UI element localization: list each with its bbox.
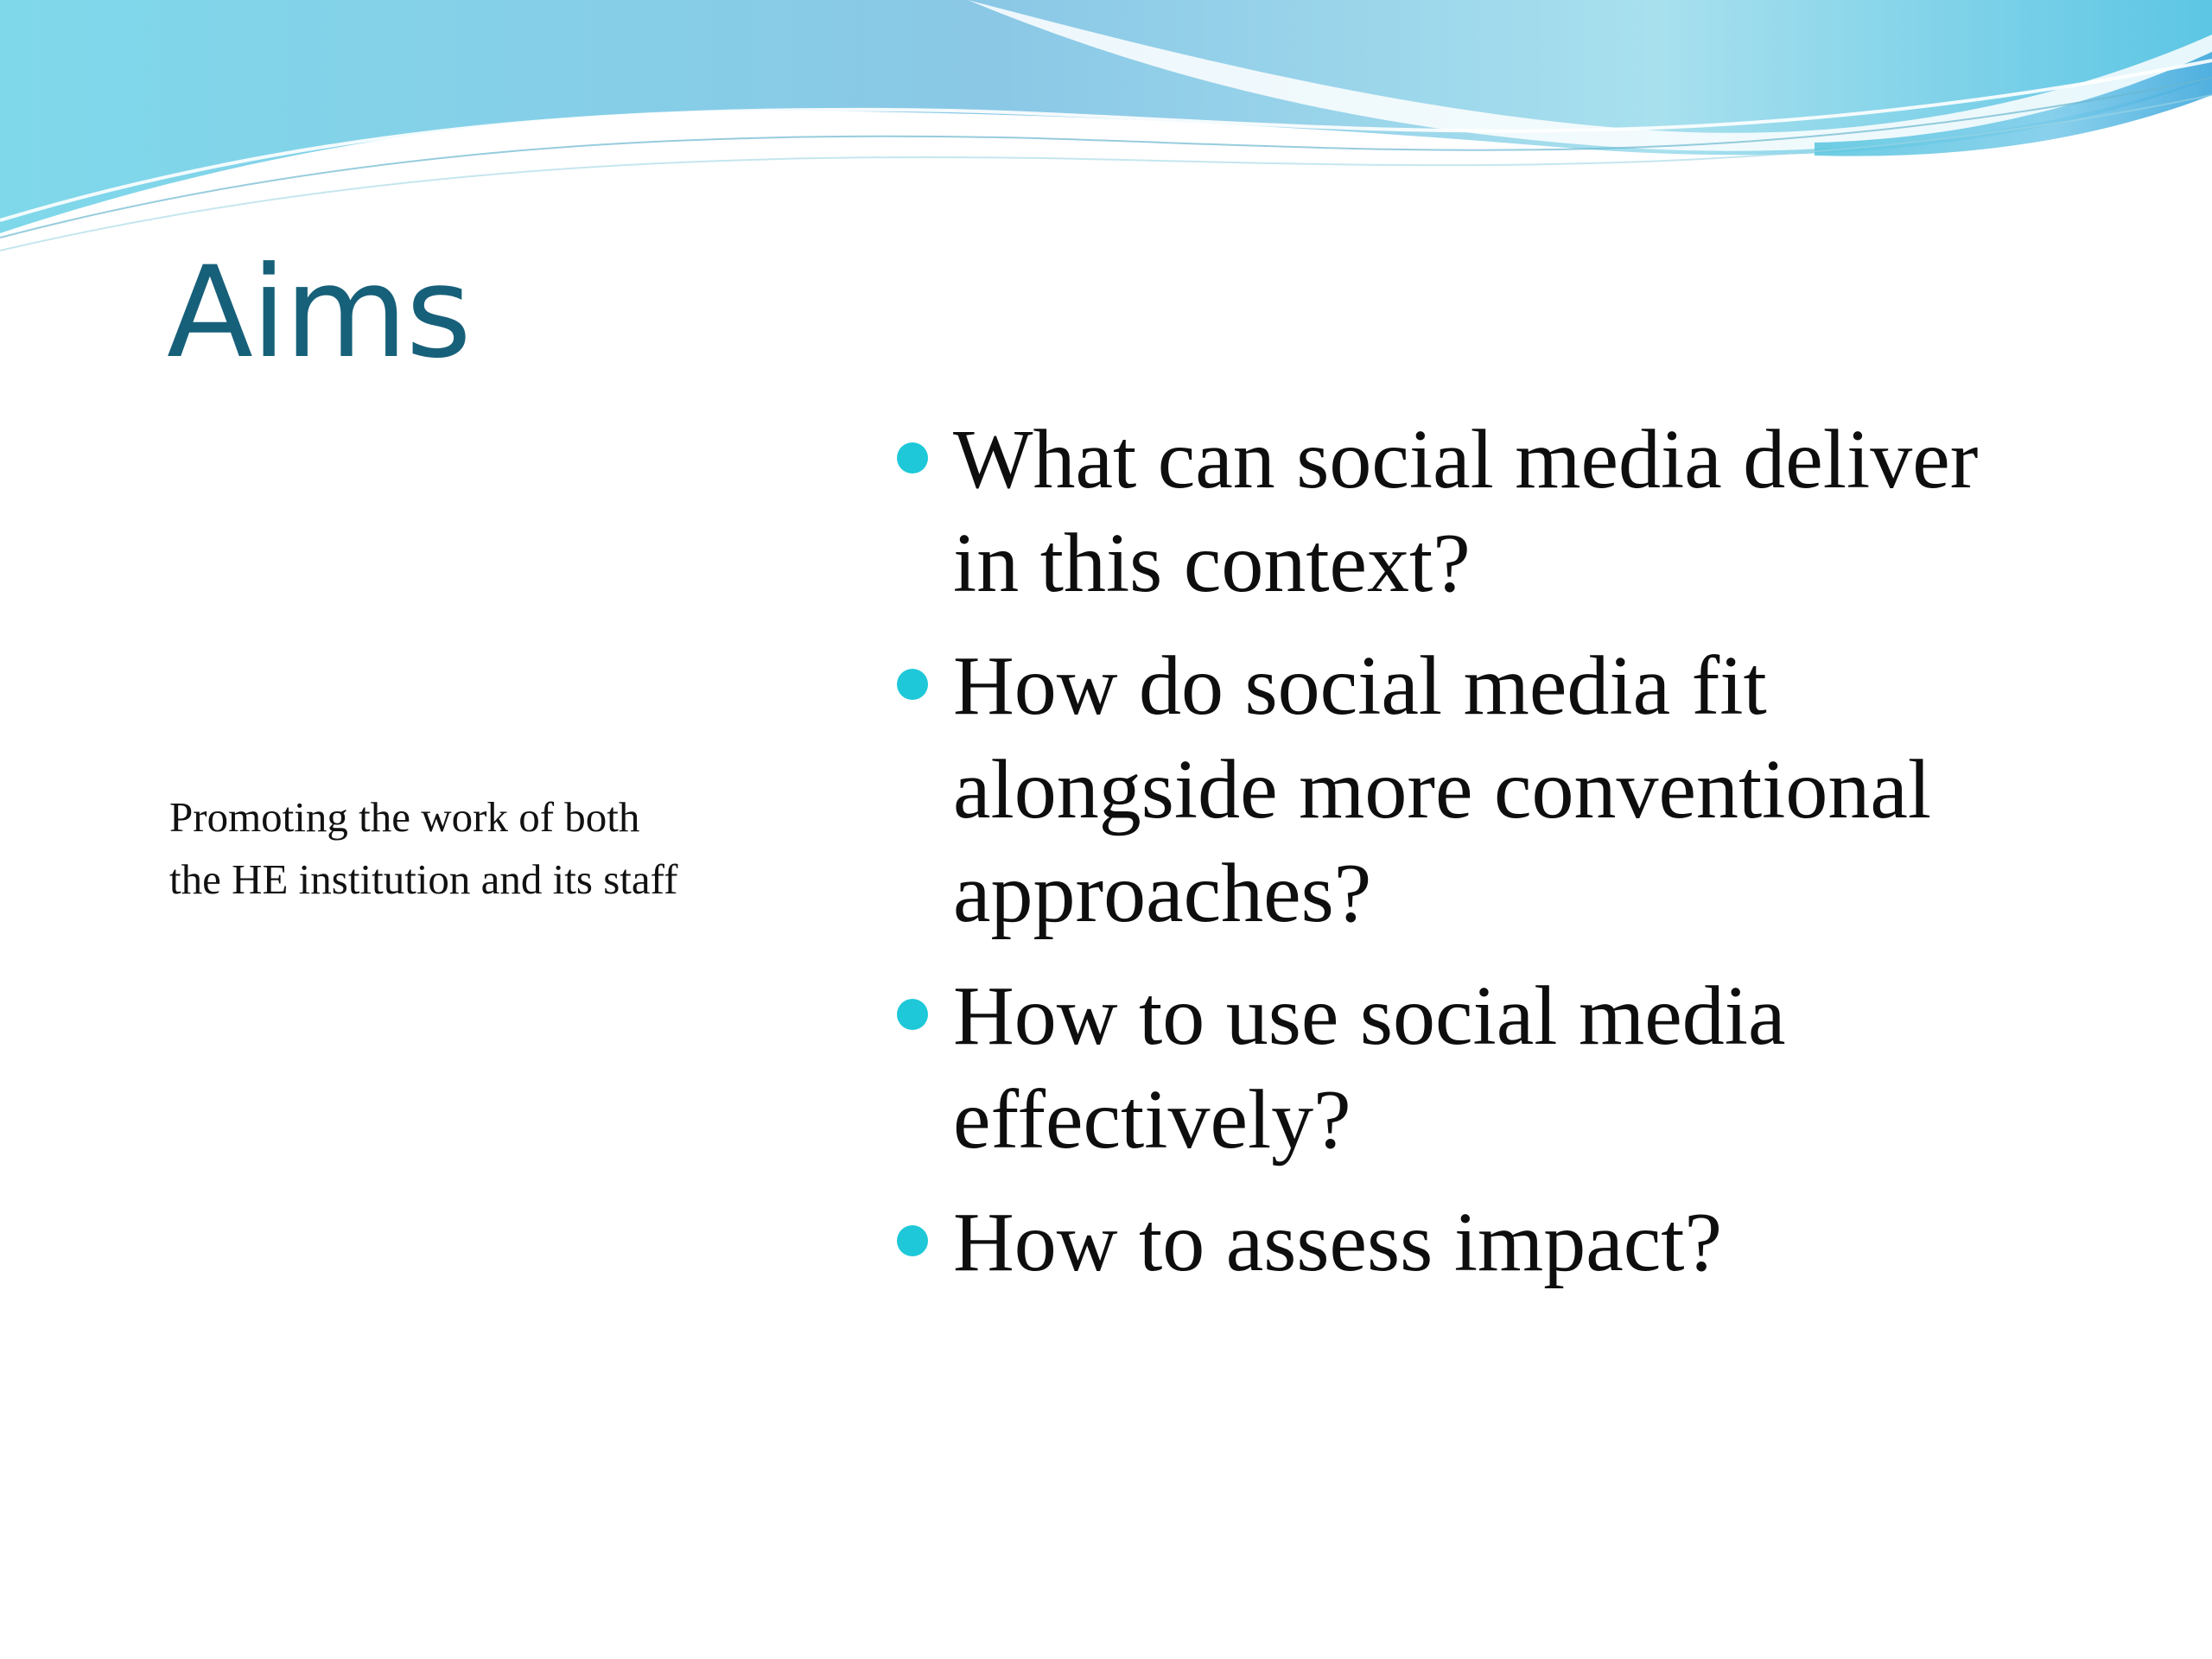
bullet-item bbox=[890, 634, 2169, 945]
bullet-line: What can social media deliver bbox=[953, 413, 1979, 506]
bullet-line: in this context? bbox=[953, 517, 1471, 610]
bullet-list bbox=[890, 408, 2169, 1313]
bullet-item bbox=[890, 1191, 2169, 1294]
bullet-item bbox=[890, 408, 2169, 615]
bullet-line: alongside more conventional bbox=[953, 743, 1932, 836]
caption-line: Promoting the work of both bbox=[169, 793, 640, 841]
bullet-line: approaches? bbox=[953, 847, 1372, 940]
bullet-line: effectively? bbox=[953, 1073, 1351, 1166]
slide-title: Aims bbox=[167, 239, 470, 386]
bullet-line: How to use social media bbox=[953, 969, 1786, 1063]
bullet-icon bbox=[897, 669, 928, 700]
bullet-line: How to assess impact? bbox=[953, 1196, 1722, 1289]
header-wave-decoration bbox=[0, 0, 2212, 259]
bullet-icon bbox=[897, 442, 928, 474]
bullet-icon bbox=[897, 999, 928, 1030]
bullet-line: How do social media fit bbox=[953, 639, 1767, 733]
bullet-item bbox=[890, 964, 2169, 1172]
caption-text bbox=[169, 786, 774, 911]
caption-line: the HE institution and its staff bbox=[169, 855, 678, 903]
bullet-icon bbox=[897, 1225, 928, 1256]
